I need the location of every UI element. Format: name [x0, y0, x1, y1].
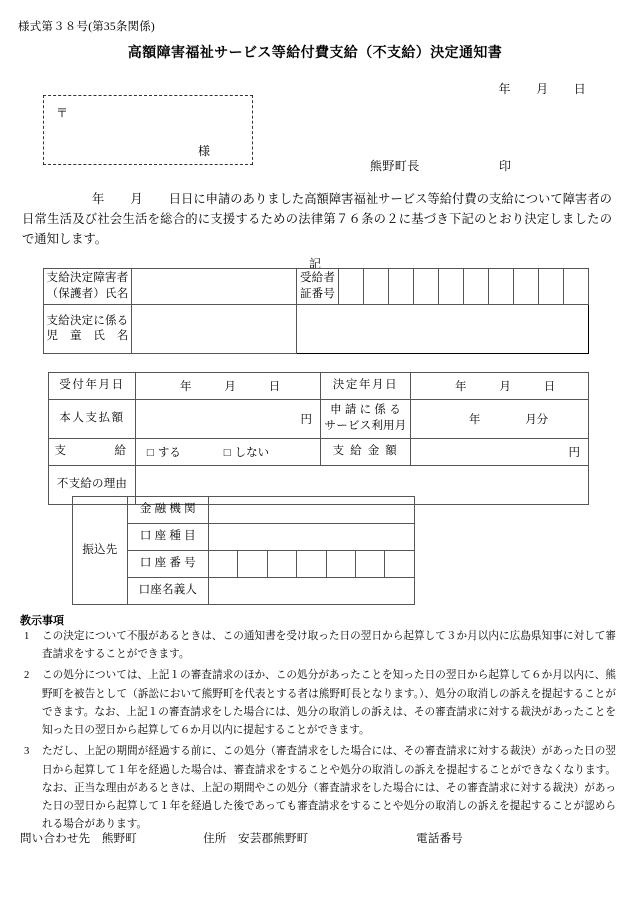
- ki-mark: 記: [308, 257, 321, 271]
- account-number-label: 口 座 番 号: [127, 551, 208, 578]
- child-name-value[interactable]: [132, 305, 297, 354]
- table-row: [49, 439, 589, 466]
- decision-date-day: 日: [543, 381, 556, 393]
- child-name-label-line1: 支給決定に係る: [46, 314, 129, 327]
- payment-amount-label: 支 給 金 額: [321, 439, 411, 466]
- reception-date-value[interactable]: [136, 373, 321, 400]
- decision-date-year: 年: [455, 381, 467, 393]
- decision-date-month: 月: [499, 381, 511, 393]
- contact-label: 問い合わせ先 熊野町: [20, 833, 137, 845]
- table-row: [44, 305, 589, 354]
- decision-date-value[interactable]: [411, 373, 589, 400]
- recipient-number-cell[interactable]: [414, 269, 439, 305]
- account-number-cell[interactable]: [326, 551, 355, 578]
- address-label: 住所 安芸郡熊野町: [203, 833, 309, 845]
- phone-label: 電話番号: [416, 833, 463, 845]
- checkbox-icon: □: [223, 447, 231, 459]
- account-holder-label: 口座名義人: [127, 578, 208, 605]
- body-date-day: 日: [168, 192, 182, 206]
- recipient-number-cell[interactable]: [389, 269, 414, 305]
- payment-yes-option[interactable]: [147, 447, 181, 459]
- table-row: [49, 400, 589, 439]
- empty-area: [297, 305, 589, 354]
- payment-decision-options: [136, 439, 321, 466]
- recipient-number-cell[interactable]: [564, 269, 589, 305]
- reception-date-month: 月: [224, 381, 236, 393]
- notice-item-text: この決定について不服があるときは、この通知書を受け取った日の翌日から起算して３か月以内に広島県知事に対して審査請求をすることができます。: [42, 631, 616, 661]
- body-paragraph: [22, 190, 612, 250]
- account-number-cell[interactable]: [238, 551, 267, 578]
- notice-item-text: この処分については、上記１の審査請求のほか、この処分があったことを知った日の翌日から起算して６か月以内に、熊野町を被告として（訴訟において熊野町を代表とする者は熊野町長となります。）、処分の取消しの訴えを提起することができます。なお、上記１の審査請求をした場合には、処分の取消しの訴えは、その審査請求に対する裁決があったことを知った日の翌日から起算して６か月以内に提起することができます。: [42, 670, 616, 737]
- body-date-month: 月: [130, 192, 143, 206]
- service-month-label-line1: 申 請 に 係 る: [330, 404, 401, 417]
- notice-item: [20, 743, 616, 834]
- recipient-number-cell[interactable]: [464, 269, 489, 305]
- issue-date-day: 日: [573, 82, 586, 96]
- bank-value[interactable]: [208, 497, 414, 524]
- recipient-number-cell[interactable]: [439, 269, 464, 305]
- recipient-number-label-line2: 証番号: [299, 287, 336, 300]
- payment-amount-value[interactable]: [411, 439, 589, 466]
- reception-date-year: 年: [180, 381, 192, 393]
- footer-contact: [20, 830, 616, 846]
- issue-date-year: 年: [498, 82, 511, 96]
- transfer-destination-table: [72, 496, 415, 605]
- beneficiary-name-label-line1: 支給決定障害者: [46, 272, 129, 284]
- issuer-name: 熊野町長: [370, 159, 420, 173]
- account-number-cell[interactable]: [208, 551, 237, 578]
- account-number-cell[interactable]: [385, 551, 415, 578]
- notice-item-number: 3: [24, 746, 30, 758]
- child-name-label-line2: 児 童 氏 名: [46, 330, 129, 343]
- recipient-number-cell[interactable]: [339, 269, 364, 305]
- table-row: [44, 269, 589, 305]
- beneficiary-name-label: [44, 269, 132, 305]
- account-type-value[interactable]: [208, 524, 414, 551]
- payment-decision-label: 支 給: [49, 439, 136, 466]
- notice-item-text: ただし、上記の期間が経過する前に、この処分（審査請求をした場合には、その審査請求に対する裁決）があった日の翌日から起算して１年を経過した場合は、審査請求をすることや処分の取消しの訴えを提起することができなくなります。なお、正当な理由があるときは、上記の期間やこの処分（審査請求をした場合には、その審査請求に対する裁決）があった日の翌日から起算して１年を経過した後であっても審査請求をすることや処分の取消しの訴えを提起することが認められる場合があります。: [42, 746, 616, 831]
- notice-title: 教示事項: [20, 615, 64, 627]
- service-month-label: [321, 400, 411, 439]
- non-payment-reason-label: 不支給の理由: [49, 466, 136, 505]
- account-type-label: 口 座 種 目: [127, 524, 208, 551]
- reception-date-label: 受付年月日: [49, 373, 136, 400]
- notice-item: [20, 667, 616, 740]
- recipient-number-cell[interactable]: [364, 269, 389, 305]
- payment-no-label: しない: [234, 447, 270, 459]
- self-payment-value[interactable]: [136, 400, 321, 439]
- bank-label: 金 融 機 関: [127, 497, 208, 524]
- reception-date-day: 日: [268, 381, 281, 393]
- body-text: 日に申請のありました高額障害福祉サービス等給付費の支給について障害者の日常生活及び社会生活を総合的に支援するための法律第７６条の２に基づき下記のとおり決定しましたので通知します。: [22, 192, 612, 246]
- recipient-number-label: [297, 269, 339, 305]
- beneficiary-name-label-line2: （保護者）氏名: [46, 287, 129, 300]
- body-date-year: 年: [92, 192, 105, 206]
- recipient-table: [43, 268, 589, 354]
- issue-date-line: [498, 80, 586, 97]
- zip-symbol: 〒: [56, 106, 69, 120]
- service-month-month: 月分: [525, 414, 549, 426]
- recipient-number-cell[interactable]: [489, 269, 514, 305]
- notice-item-number: 2: [24, 670, 30, 682]
- recipient-number-cell[interactable]: [514, 269, 539, 305]
- self-payment-unit: 円: [300, 414, 312, 426]
- page-title: 高額障害福祉サービス等給付費支給（不支給）決定通知書: [127, 46, 503, 61]
- notice-item: [20, 628, 616, 664]
- decision-table: [48, 372, 589, 505]
- notice-list: [20, 628, 616, 837]
- decision-date-label: 決定年月日: [321, 373, 411, 400]
- addressee-box: [43, 95, 253, 165]
- account-number-cell[interactable]: [267, 551, 296, 578]
- payment-yes-label: する: [157, 447, 181, 459]
- issue-date-month: 月: [536, 82, 549, 96]
- recipient-number-cell[interactable]: [539, 269, 564, 305]
- child-name-label: [44, 305, 132, 354]
- service-month-value[interactable]: [411, 400, 589, 439]
- account-number-cell[interactable]: [297, 551, 326, 578]
- account-holder-value[interactable]: [208, 578, 414, 605]
- form-number: 様式第３８号(第35条関係): [18, 21, 155, 33]
- service-month-label-line2: サービス利用月: [324, 420, 407, 432]
- issuer-line: [370, 157, 511, 174]
- payment-amount-unit: 円: [568, 447, 580, 459]
- seal-mark: 印: [499, 159, 512, 173]
- service-month-year: 年: [468, 414, 481, 426]
- recipient-number-label-line1: 受給者: [299, 272, 336, 284]
- checkbox-icon: □: [146, 447, 154, 459]
- table-row: [73, 497, 415, 524]
- notice-item-number: 1: [24, 631, 30, 642]
- beneficiary-name-value[interactable]: [132, 269, 297, 305]
- account-number-cell[interactable]: [356, 551, 385, 578]
- self-payment-label: 本人支払額: [49, 400, 136, 439]
- table-row: [49, 373, 589, 400]
- payment-no-option[interactable]: [224, 447, 269, 459]
- transfer-label: 振込先: [73, 497, 128, 605]
- addressee-honorific: 様: [197, 144, 210, 158]
